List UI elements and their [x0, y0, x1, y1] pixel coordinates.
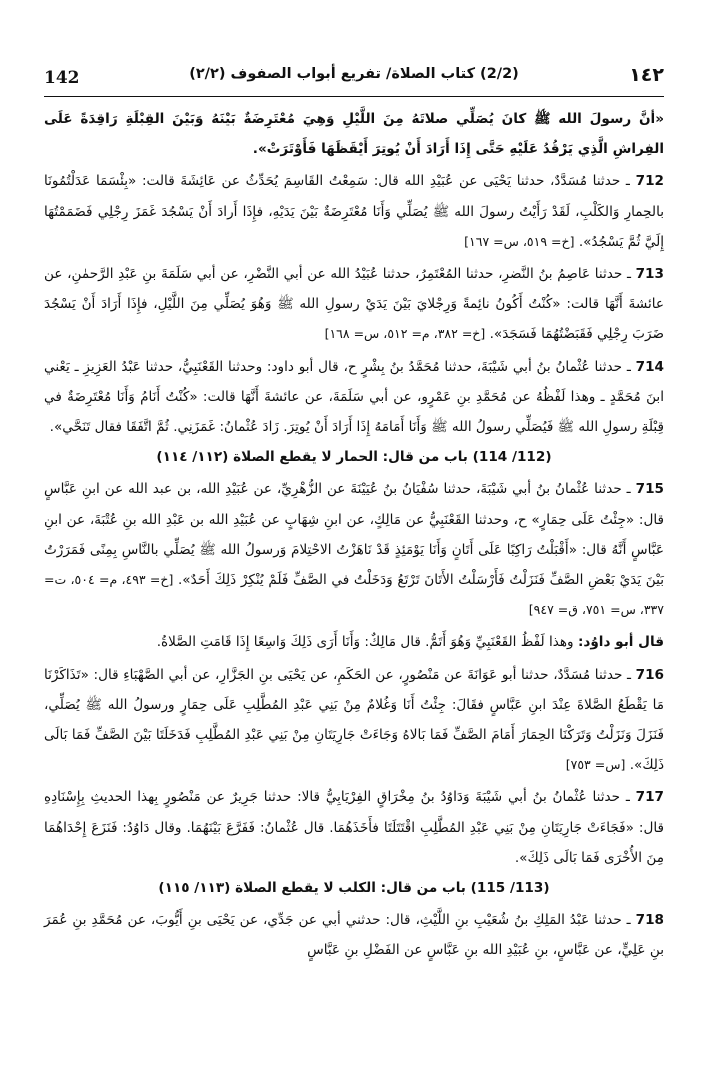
hadith-text: ـ حدثنا مُسَدَّدٌ، حدثنا أبو عَوَانَةَ عن مَنْصُورٍ، عن الحَكَمِ، عن يَحْيَى بنِ الجَزَّارِ، عن أبي الصَّهْبَاءِ قال: «تَذَاكَرْنَا مَا يَقْطَعُ الصَّلاةَ عِنْدَ ابنِ عَبَّاسٍ فقَالَ: جِئْتُ أَنَا وَغُلامٌ مِنْ بَنِي عَبْدِ المُطَّلِبِ عَلَى حِمَارٍ ورسولُ الله ﷺ يُصَلِّي، فَنَزَلَ وَنَزَلْتُ وَتَرَكْنَا الحِمَارَ أَمَامَ الصَّفِّ فَمَا بَالاهُ وَجَاءَتْ جَارِيَتَانِ مِنْ بَنِي عَبْدِ المُطَّلِبِ فَدَخَلَتَا بَيْنَ الصَّفِّ فَمَا بَالَى ذَلِكَ». — [44, 666, 664, 774]
hadith-text: ـ حدثنا عَاصِمُ بنُ النَّضرِ، حدثنا المُعْتَمِرُ، حدثنا عُبَيْدُ الله عن أبي النَّضْرِ، عن أبي سَلَمَةَ بنِ عَبْدِ الرَّحمٰنِ، عن عائشةَ أَنَّهَا قالت: «كُنْتُ أَكُونُ نائِمةً وَرِجْلايَ بَيْنَ يَدَيْ رسولِ الله ﷺ وَهُوَ يُصَلِّي مِنَ اللَّيْلِ، فإِذَا أَرَادَ أَنْ يَسْجُدَ ضَرَبَ رِجْلِي فَقَبَضْتُهُمَا فَسَجَدَ». — [44, 266, 664, 343]
page-body — [44, 104, 664, 966]
hadith-reference: [خ= ٣٨٢، م= ٥١٢، س= ١٦٨] — [324, 326, 486, 342]
hadith-text: ـ حدثنا عَبْدُ المَلِكِ بنُ شُعَيْبِ بنِ اللَّيْثِ، قال: حدثني أبي عن جَدِّي، عن يَحْيَى بنِ أَيُّوبَ، عن مُحَمَّدِ بنِ عُمَرَ بنِ عَلِيٍّ، عن عَبَّاسٍ، بنِ عُبَيْدِ الله بنِ عَبَّاسٍ عن الفَضْلِ بنِ عَبَّاسٍ — [44, 912, 664, 959]
chapter-heading-113: (113/ 115) باب من قال: الكلب لا يقطع الصلاة (١١٣/ ١١٥) — [158, 880, 550, 897]
page-header — [44, 60, 664, 97]
hadith-reference: [خ= ٥١٩، س= ١٦٧] — [464, 233, 575, 249]
abu-dawud-note — [44, 627, 664, 657]
hadith-number: 712 — [635, 173, 664, 190]
hadith-text: ـ حدثنا عُثْمانُ بنُ أبي شَيْبَةَ وَدَاوُدُ بنُ مِخْرَاقٍ الفِرْيَابِيُّ قالا: حدثنا جَرِيرٌ عن مَنْصُورٍ بِهذا الحديثِ بِإِسْنَادِهِ قال: «فَجَاءَتْ جَارِيَتَانِ مِنْ بَنِي عَبْدِ المُطَّلِبِ اقْتَتَلَتَا فأَخَذَهُمَا. قال عُثْمانُ: فَفَرَّعَ بَيْنَهُمَا. وقال دَاوُدُ: فَنَزَعَ إِحْدَاهُمَا مِنَ الأُخْرَى فَمَا بَالَى ذَلِكَ». — [44, 789, 664, 866]
hadith-714 — [44, 352, 664, 443]
hadith-715 — [44, 474, 664, 625]
page-number-arabic: ١٤٢ — [629, 64, 664, 86]
hadith-712 — [44, 166, 664, 257]
note-label: قال أبو داوُد: — [577, 634, 664, 651]
hadith-reference: [س= ٧٥٣] — [565, 757, 626, 773]
hadith-718 — [44, 905, 664, 965]
hadith-number: 718 — [635, 912, 664, 929]
page-number-latin: 142 — [44, 68, 80, 88]
hadith-text: ـ حدثنا عُثْمانُ بنُ أبي شَيْبَةَ، حدثنا سُفْيَانُ بنُ عُيَيْنَةَ عن الزُّهْرِيِّ، عن عُبَيْدِ الله، بن عبد الله عن ابنِ عَبَّاسٍ قال: «جِئْتُ عَلَى حِمَارٍ» ح، وحدثنا القَعْنَبِيُّ عن مَالِكٍ، عن ابنِ شِهَابٍ عن عُبَيْدِ الله بن عَبْدِ الله بنِ عُتْبَةَ، عن ابنِ عَبَّاسٍ أَنَّهُ قال: «أَقْبَلْتُ رَاكِبًا عَلَى أَتَانٍ وَأَنَا يَوْمَئِذٍ قَدْ نَاهَزْتُ الاحْتِلامَ وَرسولُ الله ﷺ يُصَلِّي بالنَّاسِ بِمِنًى فَمَرَرْتُ بَيْنَ يَدَيْ بَعْضِ الصَّفِّ فَنَزَلْتُ فَأَرْسَلْتُ الأَتَانَ تَرْتَعُ وَدَخَلْتُ في الصَّفِّ فَلَمْ يُنْكِرْ ذَلِكَ أَحَدٌ». — [44, 481, 664, 589]
hadith-number: 713 — [635, 266, 664, 283]
hadith-717 — [44, 782, 664, 873]
chapter-heading-112: (112/ 114) باب من قال: الحمار لا يقطع الصلاة (١١٢/ ١١٤) — [156, 449, 552, 466]
hadith-number: 716 — [635, 666, 664, 683]
hadith-number: 717 — [635, 789, 664, 806]
continuation-paragraph: «أنَّ رسولَ الله ﷺ كانَ يُصَلِّي صلاتَهُ مِنَ اللَّيْلِ وَهِيَ مُعْتَرِضَةٌ بَيْنَهُ وَبَيْنَ القِبْلَةِ رَاقِدَةً عَلَى الفِراشِ الَّذِي يَرْقُدُ عَلَيْهِ حَتَّى إِذَا أَرَادَ أَنْ يُوتِرَ أَيْقَظَهَا فَأَوْتَرَتْ». — [44, 111, 664, 158]
hadith-713 — [44, 259, 664, 350]
hadith-number: 715 — [635, 481, 664, 498]
hadith-reference: [خ= ٤٩٣، م= ٥٠٤، ت= ٣٣٧، س= ٧٥١، ق= ٩٤٧] — [44, 572, 664, 618]
hadith-text: ـ حدثنا عُثْمانُ بنُ أبي شَيْبَةَ، حدثنا مُحَمَّدُ بنُ بِشْرٍ ح، قال أبو داود: وحدثنا القَعْنَبِيُّ، حدثنا عَبْدُ العَزِيزِ ـ يَعْني ابنَ مُحَمَّدٍ ـ وهذا لَفْظُهُ عن مُحَمَّدِ بنِ عَمْرٍو، عن أبي سَلَمَةَ، عن عائشةَ أَنَّهَا قالت: «كُنْتُ أَنَامُ وَأَنَا مُعْتَرِضَةٌ في قِبْلَةِ رسولِ الله ﷺ فَيُصَلِّي رسولُ الله ﷺ وَأَنَا أَمَامَهُ إِذَا أَرَادَ أَنْ يُوتِرَ. زَادَ عُثْمانُ: غَمَزَنِي. ثُمَّ اتَّفَقَا فقال تَنَحَّي». — [44, 358, 664, 436]
hadith-text: ـ حدثنا مُسَدَّدٌ، حدثنا يَحْيَى عن عُبَيْدِ الله قال: سَمِعْتُ القَاسِمَ يُحَدِّثُ عن عَائِشَةَ قالت: «بِئْسَمَا عَدَلْتُمُونَا بالحِمارِ وَالكَلْبِ، لَقَدْ رَأَيْتُ رسولَ الله ﷺ يُصَلِّي وَأَنَا مُعْتَرِضَةٌ بَيْنَ يَدَيْهِ، فإِذَا أَرادَ أَنْ يَسْجُدَ غَمَزَ رِجْلِي فَضَمَمْتُهَا إِلَيَّ ثُمَّ يَسْجُدُ». — [44, 173, 664, 250]
hadith-716 — [44, 660, 664, 781]
note-text: وهذا لَفْظُ القَعْنَبِيِّ وَهُوَ أَتَمُّ. قال مَالِكٌ: وَأَنَا أَرَى ذَلِكَ وَاسِعًا إِذَا قَامَتِ الصَّلاةُ. — [156, 634, 574, 651]
hadith-number: 714 — [635, 358, 664, 375]
running-title: (2/2) كتاب الصلاة/ تفريع أبواب الصفوف (٢/٢) — [189, 66, 519, 82]
